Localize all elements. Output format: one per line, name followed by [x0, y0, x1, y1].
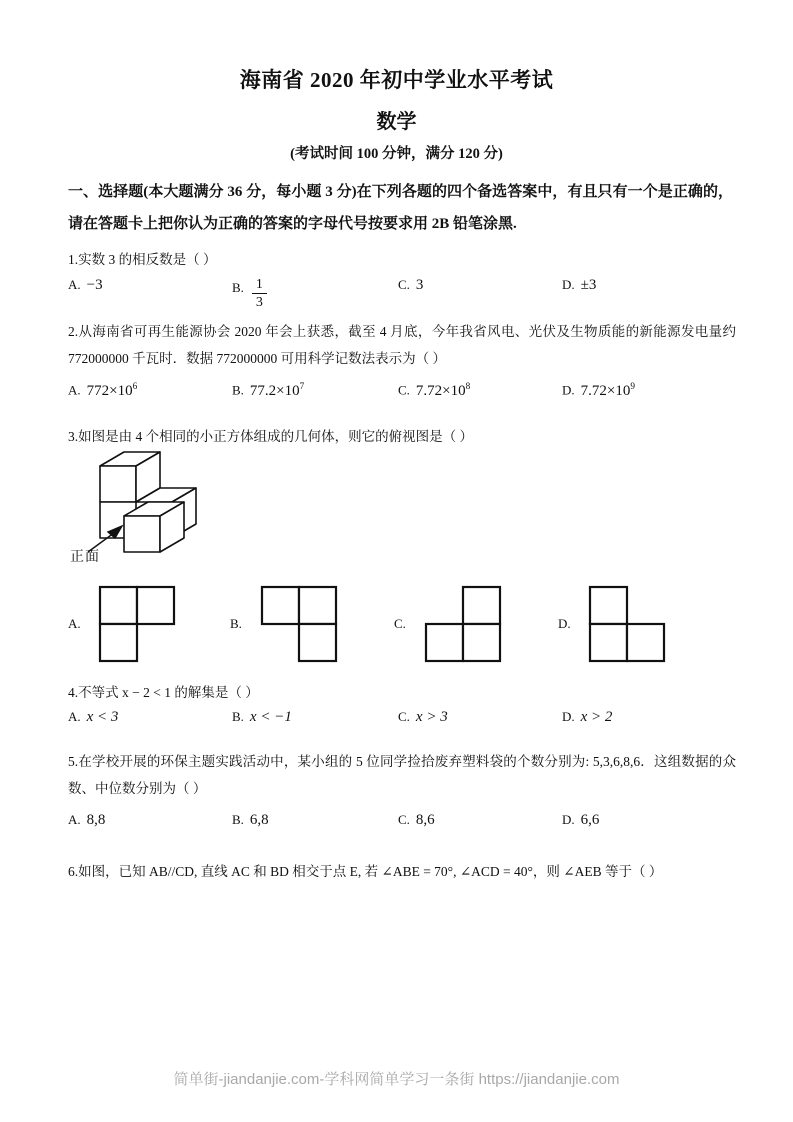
question-2-stem: 2.从海南省可再生能源协会 2020 年会上获悉，截至 4 月底，今年我省风电、光伏及生物质能的新能源发电量约 772000000 千瓦时．数据 772000000 可用科学记数法表示为（ ）: [68, 324, 736, 366]
option-4-b[interactable]: B. x < −1: [232, 709, 292, 725]
front-direction-label: 正面: [70, 550, 100, 565]
option-5-c[interactable]: C. 8,6: [398, 812, 435, 828]
question-5-options: [0, 812, 793, 838]
option-5-b[interactable]: B. 6,8: [232, 812, 269, 828]
solid-figure-isometric: [78, 448, 228, 568]
option-5-a[interactable]: A. 8,8: [68, 812, 106, 828]
subject-title: 数学: [376, 111, 417, 133]
top-view-shape-b: [256, 583, 351, 668]
question-4-options: [0, 709, 793, 735]
option-4-c[interactable]: C. x > 3: [398, 709, 448, 725]
option-2-a[interactable]: A. $772\times 10^6$: [68, 381, 138, 399]
top-view-shape-c: [420, 583, 515, 668]
question-1-stem: 1.实数 3 的相反数是（ ）: [68, 252, 217, 267]
question-6-stem: 6.如图，已知 AB//CD, 直线 AC 和 BD 相交于点 E, 若 ∠ABE = 70°, ∠ACD = 40°，则 ∠AEB 等于（ ）: [68, 864, 663, 879]
footer-watermark: 简单街-jiandanjie.com-学科网简单学习一条街 https://jiandanjie.com: [173, 1071, 620, 1088]
option-1-b[interactable]: B. $\frac{1}{3}$: [232, 277, 267, 310]
option-4-a[interactable]: A. x < 3: [68, 709, 119, 725]
top-view-shape-a: [94, 583, 189, 668]
option-1-a[interactable]: A. −3: [68, 277, 103, 293]
option-5-d[interactable]: D. 6,6: [562, 812, 600, 828]
fraction-one-third: $\frac{1}{3}$: [244, 277, 267, 310]
question-1-options: [0, 277, 793, 310]
option-2-c[interactable]: C. $7.72\times 10^8$: [398, 381, 471, 399]
exam-page: 海南省 2020 年初中学业水平考试 数学 (考试时间 100 分钟，满分 120 分) 一、选择题(本大题满分 36 分，每小题 3 分)在下列各题的四个备选答案中，有且只有一个是正确的，请在答题卡上把你认为正确的答案的字母代号按要求用 2B 铅笔涂黑. 1.实数 3 的相反数是（ ） A. −3 B. $\frac{1}{3}$ C. 3 D. ±3 2.从海南省可再生能源协会 2020 年会上获悉，截至 4 月底，今年我省风电、光伏及生物质能的新能源发电量约 772000000 千瓦时．数据 772000000 可用科学记数法表示为（ ） A. $772\times 10^6$ B. $77.2\times 10^7$ C. $7.72\times 10^8$ D. $7.72\times 10^9$ 3.如图是由 4 个相同的小正方体组成的几何体，则它的俯视图是（ ） 正面 A. B. C. D. 4.不等式 x − 2 < 1 的解集是（ ） A. x < 3 B. x < −1 C. x > 3 D. x > 2 5.在学校开展的环保主题实践活动中，某小组的 5 位同学捡拾废弃塑料袋的个数分别为: 5,3,6,8,6．这组数据的众数、中位数分别为（ ） A. 8,8 B. 6,8 C. 8,6 D. 6,6 6.如图，已知 AB//CD, 直线 AC 和 BD 相交于点 E, 若 ∠ABE = 70°, ∠ACD = 40°，则 ∠AEB 等于（ ） 简单街-jiandanjie.com-学科网简单学习一条街 https://jiandanjie.com: [0, 0, 793, 1122]
top-view-shape-d: [584, 583, 679, 668]
option-4-d[interactable]: D. x > 2: [562, 709, 613, 725]
option-1-d[interactable]: D. ±3: [562, 277, 597, 293]
question-4-stem: 4.不等式 x − 2 < 1 的解集是（ ）: [68, 685, 259, 700]
section-instruction: 一、选择题(本大题满分 36 分，每小题 3 分)在下列各题的四个备选答案中，有且只有一个是正确的，请在答题卡上把你认为正确的答案的字母代号按要求用 2B 铅笔涂黑.: [68, 184, 733, 232]
page-title: 海南省 2020 年初中学业水平考试: [239, 68, 554, 92]
question-2-options: [0, 381, 793, 407]
option-2-b[interactable]: B. $77.2\times 10^7$: [232, 381, 305, 399]
question-5-stem: 5.在学校开展的环保主题实践活动中，某小组的 5 位同学捡拾废弃塑料袋的个数分别为: 5,3,6,8,6．这组数据的众数、中位数分别为（ ）: [68, 754, 736, 796]
question-3-stem: 3.如图是由 4 个相同的小正方体组成的几何体，则它的俯视图是（ ）: [68, 429, 473, 444]
option-1-c[interactable]: C. 3: [398, 277, 424, 293]
option-2-d[interactable]: D. $7.72\times 10^9$: [562, 381, 635, 399]
exam-meta: (考试时间 100 分钟，满分 120 分): [290, 146, 503, 162]
